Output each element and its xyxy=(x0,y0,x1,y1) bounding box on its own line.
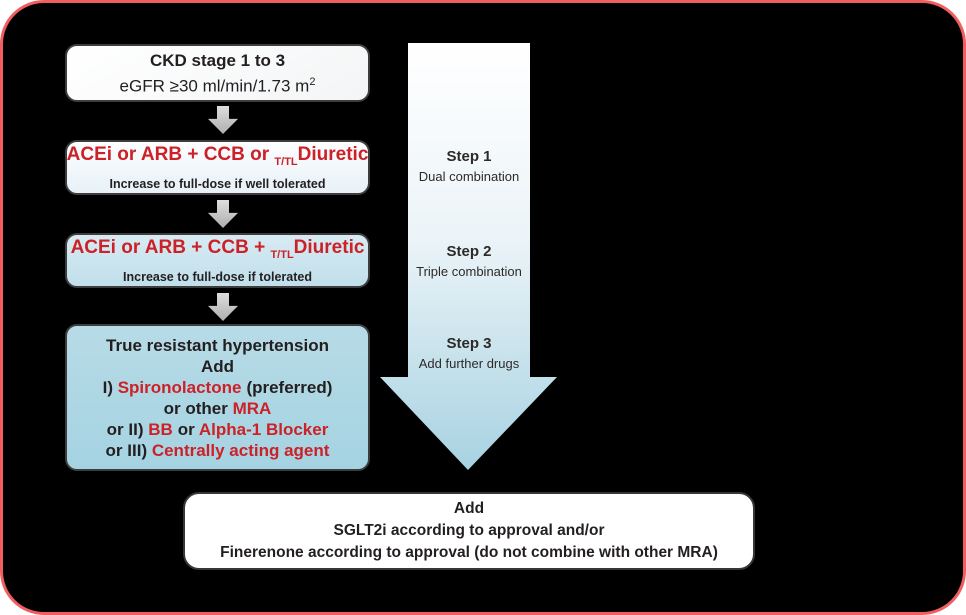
diuretic-type-subscript: T/TL xyxy=(274,155,298,168)
triple-dose-note: Increase to full-dose if tolerated xyxy=(123,269,312,284)
or-other-text: or other xyxy=(163,398,233,418)
drug-mra: MRA xyxy=(232,398,272,418)
resistant-add-label: Add xyxy=(200,356,235,376)
drug-alpha1-blocker: Alpha-1 Blocker xyxy=(198,419,329,439)
box-resistant-hypertension xyxy=(65,324,370,471)
resistant-option-3 xyxy=(106,440,330,461)
drug-spironolactone: Spironolactone xyxy=(117,377,242,397)
preferred-note: (preferred) xyxy=(246,377,333,397)
dual-dose-note: Increase to full-dose if well tolerated xyxy=(109,176,326,191)
box-ckd-stage xyxy=(65,44,370,102)
resistant-title: True resistant hypertension xyxy=(106,335,329,355)
step-3-label: Step 3 xyxy=(446,335,492,352)
step-1-label: Step 1 xyxy=(446,148,492,165)
dual-combination-regimen xyxy=(67,143,369,174)
option-2-numeral: or II) xyxy=(106,419,149,439)
dual-regimen-prefix: ACEi or ARB + CCB or xyxy=(66,144,275,166)
box-addon-therapy xyxy=(183,492,755,570)
resistant-option-1b xyxy=(164,398,272,419)
step-1-group xyxy=(408,148,530,185)
option-3-numeral: or III) xyxy=(105,440,152,460)
option-1-numeral: I) xyxy=(102,377,118,397)
resistant-option-1 xyxy=(103,377,333,398)
resistant-option-2 xyxy=(107,419,329,440)
step-2-description: Triple combination xyxy=(416,264,522,279)
step-3-group xyxy=(408,335,530,372)
step-1-description: Dual combination xyxy=(418,169,520,184)
triple-regimen-prefix: ACEi or ARB + CCB + xyxy=(70,237,271,259)
step-2-group xyxy=(408,243,530,280)
addon-sglt2i-line: SGLT2i according to approval and/or xyxy=(333,522,605,539)
egfr-superscript: 2 xyxy=(309,75,316,88)
box-dual-combination xyxy=(65,140,370,195)
triple-regimen-suffix: Diuretic xyxy=(293,237,365,259)
addon-add-label: Add xyxy=(453,500,485,517)
addon-finerenone-line: Finerenone according to approval (do not combine with other MRA) xyxy=(220,544,718,561)
diuretic-type-subscript: T/TL xyxy=(270,248,294,261)
dual-regimen-suffix: Diuretic xyxy=(297,144,369,166)
drug-centrally-acting-agent: Centrally acting agent xyxy=(151,440,330,460)
step-2-label: Step 2 xyxy=(446,243,492,260)
drug-bb: BB xyxy=(148,419,173,439)
step-3-description: Add further drugs xyxy=(418,356,520,371)
ckd-stage-title: CKD stage 1 to 3 xyxy=(149,50,286,70)
triple-combination-regimen xyxy=(71,236,365,267)
or-text: or xyxy=(177,419,199,439)
box-triple-combination xyxy=(65,233,370,288)
egfr-criteria xyxy=(120,72,316,97)
egfr-text: eGFR ≥30 ml/min/1.73 m xyxy=(119,76,310,96)
